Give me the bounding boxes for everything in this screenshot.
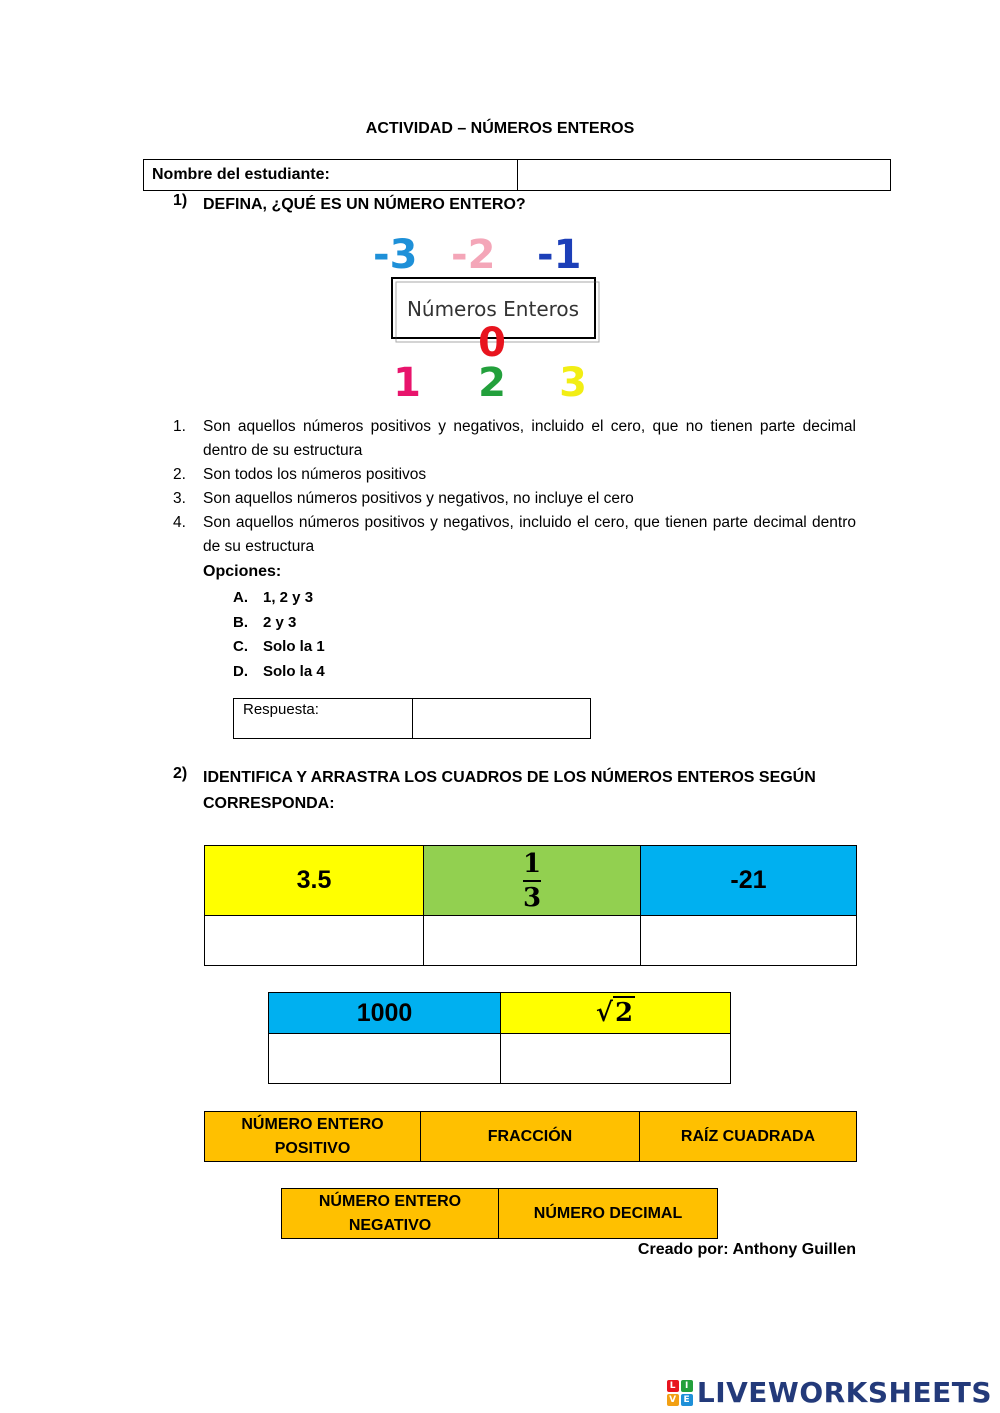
question-2-text: IDENTIFICA Y ARRASTRA LOS CUADROS DE LOS NÚMEROS ENTEROS SEGÚN CORRESPONDA: (203, 769, 816, 812)
answer-label: Respuesta: (234, 699, 413, 739)
statement-item (173, 463, 856, 487)
statement-text: Son aquellos números positivos y negativos, incluido el cero, que no tienen parte decimal dentro de su estructura (203, 418, 856, 459)
fraction (523, 850, 541, 912)
category-table-1 (204, 1111, 857, 1162)
number-card-3-5[interactable]: 3.5 (205, 846, 424, 916)
question-1-text: DEFINA, ¿QUÉ ES UN NÚMERO ENTERO? (203, 196, 526, 213)
definition-statements (173, 415, 856, 559)
option-text: Solo la 4 (263, 662, 325, 680)
logo-mark-letter: I (681, 1380, 693, 1392)
option-d (233, 660, 325, 685)
neg-1-number: -1 (537, 232, 582, 278)
statement-number: 4. (173, 514, 186, 531)
student-name-table (143, 159, 891, 191)
integers-illustration-svg (365, 228, 605, 404)
number-card-neg-21[interactable]: -21 (641, 846, 857, 916)
pos-1-number: 1 (393, 360, 421, 404)
category-fraction[interactable]: FRACCIÓN (421, 1112, 640, 1162)
liveworksheets-logo (667, 1376, 992, 1409)
option-b (233, 611, 325, 636)
statement-number: 3. (173, 490, 186, 507)
radicand: 2 (615, 998, 634, 1028)
logo-text: LIVEWORKSHEETS (696, 1376, 992, 1409)
numbers-table-1 (204, 845, 857, 966)
pos-3-number: 3 (559, 360, 587, 404)
statement-number: 2. (173, 466, 186, 483)
fraction-denominator: 3 (522, 882, 542, 913)
option-letter: C. (233, 638, 248, 655)
category-positive-integer[interactable]: NÚMERO ENTERO POSITIVO (205, 1112, 421, 1162)
student-name-label: Nombre del estudiante: (144, 160, 518, 191)
statement-text: Son aquellos números positivos y negativos, incluido el cero, que tienen parte decimal dentro de su estructura (203, 514, 856, 555)
neg-3-number: -3 (373, 232, 418, 278)
options-title: Opciones: (203, 563, 282, 580)
integers-illustration (365, 228, 605, 404)
fraction-numerator: 1 (522, 848, 542, 879)
answer-table (233, 698, 591, 739)
category-decimal-number[interactable]: NÚMERO DECIMAL (499, 1189, 718, 1239)
number-card-1000[interactable]: 1000 (269, 993, 501, 1034)
option-text: 2 y 3 (263, 613, 297, 631)
option-letter: D. (233, 662, 248, 680)
option-text: Solo la 1 (263, 638, 325, 655)
zero-number: 0 (478, 320, 506, 366)
statement-item (173, 415, 856, 463)
drop-zone[interactable] (424, 916, 641, 966)
drop-zone[interactable] (205, 916, 424, 966)
drop-zone[interactable] (269, 1034, 501, 1084)
drop-zone[interactable] (641, 916, 857, 966)
option-a (233, 586, 325, 611)
option-letter: A. (233, 589, 248, 606)
pos-2-number: 2 (478, 360, 506, 404)
category-table-2 (281, 1188, 718, 1239)
option-text: 1, 2 y 3 (263, 589, 314, 606)
numbers-table-2 (268, 992, 731, 1084)
statement-item (173, 511, 856, 559)
page-title: ACTIVIDAD – NÚMEROS ENTEROS (365, 120, 635, 137)
logo-mark-letter: L (667, 1380, 679, 1392)
statement-number: 1. (173, 418, 186, 435)
drop-zone[interactable] (501, 1034, 731, 1084)
fraction-bar (523, 880, 541, 882)
statement-item (173, 487, 856, 511)
logo-mark-icon (667, 1380, 693, 1406)
category-negative-integer[interactable]: NÚMERO ENTERO NEGATIVO (282, 1189, 499, 1239)
option-c (233, 635, 325, 660)
logo-mark-letter: V (667, 1394, 679, 1406)
square-root: √2 (595, 998, 634, 1028)
options-list (233, 586, 325, 684)
logo-mark-letter: E (681, 1394, 693, 1406)
category-square-root[interactable]: RAÍZ CUADRADA (640, 1112, 857, 1162)
question-2-number: 2) (173, 765, 188, 782)
number-card-sqrt-2[interactable] (501, 993, 731, 1034)
neg-2-number: -2 (451, 232, 496, 278)
statement-text: Son todos los números positivos (203, 466, 427, 483)
question-1-number: 1) (173, 192, 188, 209)
answer-field[interactable] (412, 699, 591, 739)
integers-label-text: Números Enteros (406, 297, 580, 321)
student-name-field[interactable] (517, 160, 891, 191)
number-card-one-third[interactable] (424, 846, 641, 916)
option-letter: B. (233, 613, 248, 631)
statement-text: Son aquellos números positivos y negativos, no incluye el cero (203, 490, 634, 507)
author-credit: Creado por: Anthony Guillen (637, 1241, 856, 1258)
